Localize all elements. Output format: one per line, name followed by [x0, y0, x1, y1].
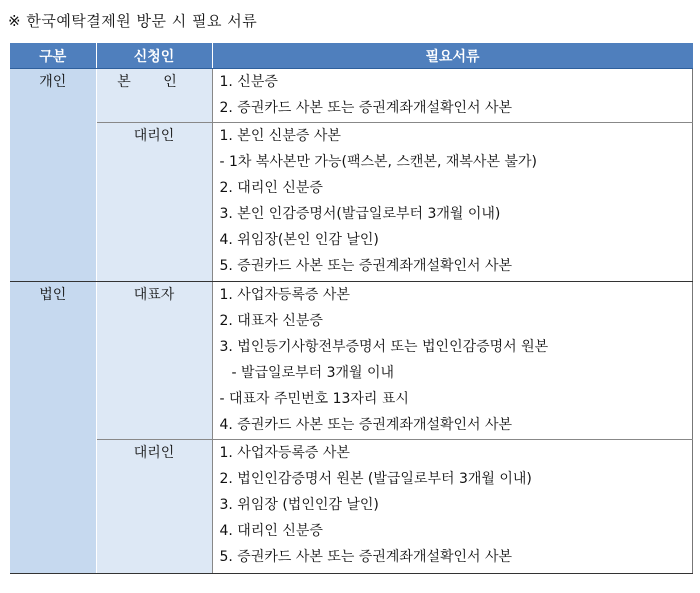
applicant-cell: [96, 123, 212, 282]
list-item: 1. 본인 신분증 사본: [219, 128, 341, 144]
documents-list: [213, 123, 693, 280]
applicant-cell: [96, 69, 212, 123]
group-label: 법인: [39, 287, 67, 303]
list-item: 2. 증권카드 사본 또는 증권계좌개설확인서 사본: [219, 100, 513, 116]
list-item: 1. 사업자등록증 사본: [219, 445, 350, 461]
page-title: ※ 한국예탁결제원 방문 시 필요 서류: [8, 12, 258, 30]
applicant-label: 대리인: [133, 445, 175, 461]
table-header-row: [10, 43, 693, 69]
applicant-cell: [96, 282, 212, 440]
table-row: [10, 69, 693, 123]
documents-cell: [212, 440, 693, 574]
applicant-label: 본 인: [117, 74, 191, 90]
list-item: 3. 위임장 (법인인감 날인): [219, 497, 379, 513]
group-cell-individual: [10, 69, 96, 282]
list-item: 3. 법인등기사항전부증명서 또는 법인인감증명서 원본: [219, 339, 549, 355]
table-row: [10, 440, 693, 574]
group-cell-corporation: [10, 282, 96, 574]
list-item: 2. 대표자 신분증: [219, 313, 323, 329]
header-applicant: 신청인: [96, 43, 212, 69]
documents-cell: [212, 123, 693, 282]
list-item: 3. 본인 인감증명서(발급일로부터 3개월 이내): [219, 206, 501, 222]
list-item: 5. 증권카드 사본 또는 증권계좌개설확인서 사본: [219, 549, 513, 565]
header-category: 구분: [10, 43, 96, 69]
list-item: - 1차 복사본만 가능(팩스본, 스캔본, 재복사본 불가): [219, 154, 537, 170]
list-item: 1. 신분증: [219, 74, 278, 90]
applicant-label: 대표자: [133, 287, 175, 303]
table-row: [10, 123, 693, 282]
documents-cell: [212, 282, 693, 440]
documents-list: [213, 282, 693, 439]
header-documents: 필요서류: [212, 43, 693, 69]
list-item: - 발급일로부터 3개월 이내: [231, 365, 395, 381]
table-row: [10, 282, 693, 440]
required-documents-table: [10, 43, 693, 574]
list-item: 2. 대리인 신분증: [219, 180, 323, 196]
applicant-label: 대리인: [133, 128, 175, 144]
applicant-cell: [96, 440, 212, 574]
documents-list: [213, 69, 693, 122]
group-label: 개인: [39, 74, 67, 90]
list-item: 4. 위임장(본인 인감 날인): [219, 232, 379, 248]
documents-list: [213, 440, 693, 571]
list-item: - 대표자 주민번호 13자리 표시: [219, 391, 409, 407]
list-item: 4. 증권카드 사본 또는 증권계좌개설확인서 사본: [219, 417, 513, 433]
list-item: 4. 대리인 신분증: [219, 523, 323, 539]
documents-cell: [212, 69, 693, 123]
list-item: 1. 사업자등록증 사본: [219, 287, 350, 303]
list-item: 5. 증권카드 사본 또는 증권계좌개설확인서 사본: [219, 258, 513, 274]
list-item: 2. 법인인감증명서 원본 (발급일로부터 3개월 이내): [219, 471, 532, 487]
